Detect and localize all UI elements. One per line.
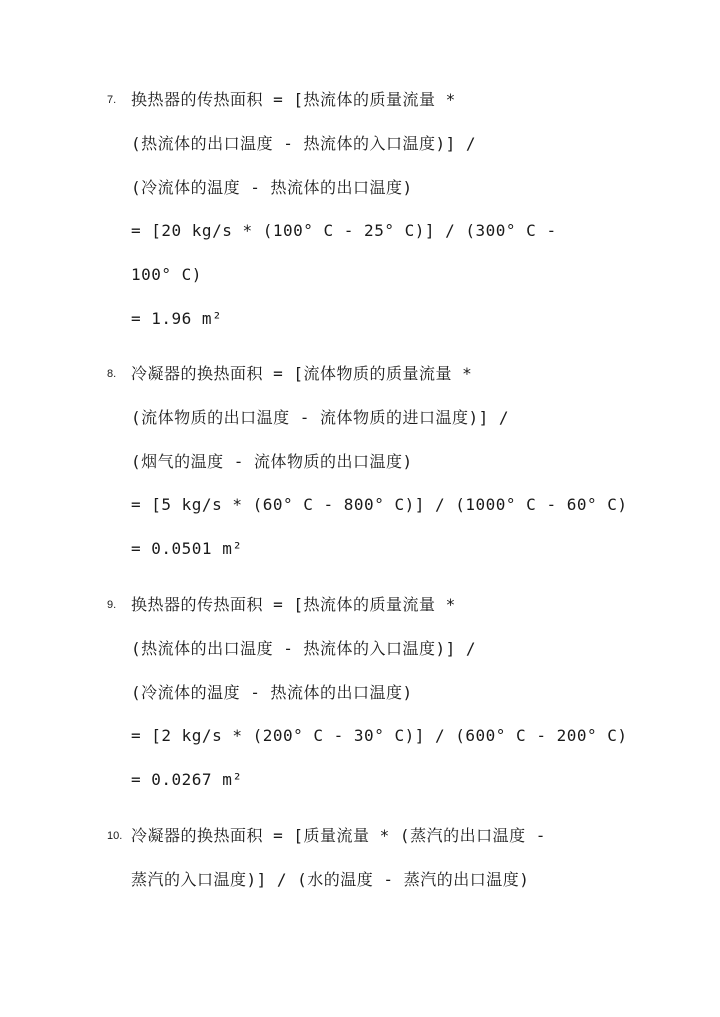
formula-line: 100° C) — [131, 265, 202, 284]
formula-line: (冷流体的温度 - 热流体的出口温度) — [131, 683, 413, 702]
formula-line: = [5 kg/s * (60° C - 800° C)] / (1000° C - 60° C) — [131, 495, 628, 514]
formula-line: (冷流体的温度 - 热流体的出口温度) — [131, 178, 413, 197]
formula-line: 蒸汽的入口温度)] / (水的温度 - 蒸汽的出口温度) — [131, 870, 530, 889]
formula-line: 换热器的传热面积 = [热流体的质量流量 * — [131, 90, 456, 109]
formula-line: 冷凝器的换热面积 = [质量流量 * (蒸汽的出口温度 - — [131, 826, 546, 845]
item-number: 10. — [107, 830, 123, 842]
formula-result: = 0.0501 m² — [131, 539, 243, 558]
formula-line: (热流体的出口温度 - 热流体的入口温度)] / — [131, 639, 477, 658]
formula-line: 换热器的传热面积 = [热流体的质量流量 * — [131, 595, 456, 614]
formula-line: (热流体的出口温度 - 热流体的入口温度)] / — [131, 134, 477, 153]
formula-line: = [2 kg/s * (200° C - 30° C)] / (600° C - 200° C) — [131, 726, 628, 745]
item-number: 7. — [107, 94, 117, 106]
formula-line: = [20 kg/s * (100° C - 25° C)] / (300° C - — [131, 221, 557, 240]
item-number: 9. — [107, 599, 117, 611]
formula-line: (流体物质的出口温度 - 流体物质的进口温度)] / — [131, 408, 510, 427]
formula-line: 冷凝器的换热面积 = [流体物质的质量流量 * — [131, 364, 473, 383]
formula-result: = 1.96 m² — [131, 309, 223, 328]
item-number: 8. — [107, 368, 117, 380]
formula-line: (烟气的温度 - 流体物质的出口温度) — [131, 452, 413, 471]
formula-result: = 0.0267 m² — [131, 770, 243, 789]
